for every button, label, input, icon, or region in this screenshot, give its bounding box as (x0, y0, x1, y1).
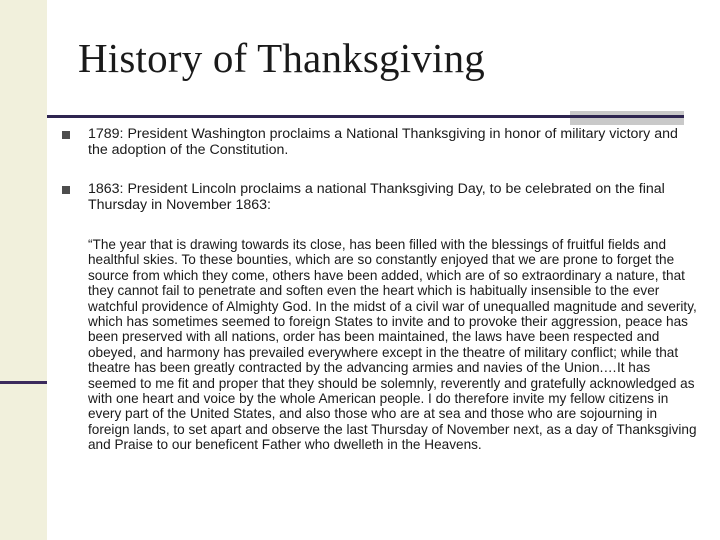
square-bullet-icon (62, 131, 70, 139)
square-bullet-icon (62, 186, 70, 194)
bullet-item-1789: 1789: President Washington proclaims a National Thanksgiving in honor of military victory and the adoption of the Constitution. (88, 126, 678, 158)
left-decorative-band (0, 0, 47, 540)
left-accent-line (0, 381, 47, 384)
lincoln-proclamation-quote: “The year that is drawing towards its close, has been filled with the blessings of fruitful fields and healthful skies. To these bounties, which are so constantly enjoyed that we are prone to forget the source from which they come, others have been added, which are of so extraordinary a nature, that they cannot fail to penetrate and soften even the heart which is habitually insensible to the ever watchful providence of Almighty God. In the midst of a civil war of unequalled magnitude and severity, which has sometimes seemed to foreign States to invite and to provoke their aggression, peace has been preserved with all nations, order has been maintained, the laws have been respected and obeyed, and harmony has prevailed everywhere except in the theatre of military conflict; while that theatre has been greatly contracted by the advancing armies and navies of the Union.…It has seemed to me fit and proper that they should be solemnly, reverently and gratefully acknowledged as with one heart and voice by the whole American people. I do therefore invite my fellow citizens in every part of the United States, and also those who are at sea and those who are sojourning in foreign lands, to set apart and observe the last Thursday of November next, as a day of Thanksgiving and Praise to our beneficent Father who dwelleth in the Heavens. (88, 237, 697, 453)
bullet-item-1863: 1863: President Lincoln proclaims a national Thanksgiving Day, to be celebrated on the final Thursday in November 1863: (88, 181, 665, 213)
title-rule (47, 115, 684, 118)
slide-title: History of Thanksgiving (78, 35, 485, 81)
title-rule-shadow (570, 111, 684, 125)
